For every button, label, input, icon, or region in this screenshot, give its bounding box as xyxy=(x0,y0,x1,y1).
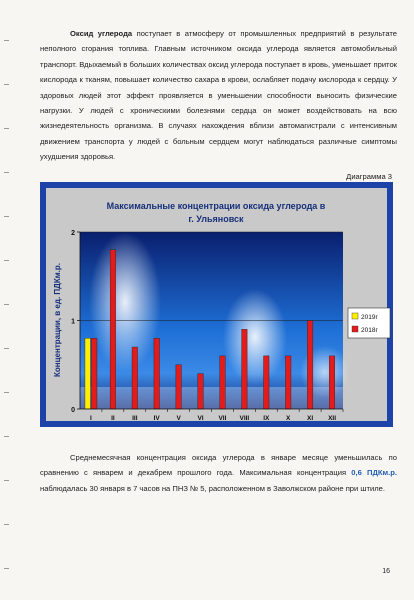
intro-paragraph-text: поступает в атмосферу от промышленных предприятий в результате неполного сгорания топлива. Главным источником оксида углерода является автомобильный транспорт. Вдыхаемый в больших количествах оксид углерода поступает в кровь, уменьшает приток кислорода к тканям, повышает количество сахара в крови, ослабляет подачу кислорода к сердцу. У здоровых людей этот эффект проявляется в уменьшении способности выносить физические нагрузки. У людей с хроническими болезнями сердца он может воздействовать на всю жизнедеятельность организма. В случаях нахождения вблизи автомагистрали с интенсивным движением транспорта у людей с больным сердцем могут наблюдаться различные симптомы ухудшения здоровья. xyxy=(40,29,398,162)
summary-paragraph xyxy=(40,450,397,496)
chart-title-line-1: Максимальные концентрации оксида углерода в xyxy=(106,201,326,211)
legend-label-2019: 2019г xyxy=(361,314,378,321)
bar-2018-V xyxy=(176,365,182,409)
y-tick-label-2: 2 xyxy=(71,230,75,237)
x-tick-label-III: III xyxy=(132,415,138,422)
bar-2018-VII xyxy=(220,356,226,409)
bar-2018-VIII xyxy=(242,329,248,409)
intro-paragraph xyxy=(40,26,397,165)
x-tick-label-IX: IX xyxy=(263,415,270,422)
chart-title-line-2: г. Ульяновск xyxy=(188,214,244,224)
bar-2018-IV xyxy=(154,338,160,409)
bar-2018-III xyxy=(132,347,138,409)
diagram-caption: Диаграмма 3 xyxy=(346,172,392,181)
snowy-tree-left xyxy=(89,232,161,372)
x-tick-label-VII: VII xyxy=(218,415,227,422)
bar-2018-I xyxy=(91,338,97,409)
y-tick-label-0: 0 xyxy=(71,407,75,414)
summary-text-end: наблюдалась 30 января в 7 часов на ПНЗ № 5, расположенном в Заволжском районе при штиле. xyxy=(40,483,385,493)
bar-2018-II xyxy=(110,250,116,409)
concentration-chart xyxy=(40,182,393,427)
bar-2019-I xyxy=(85,338,91,409)
x-tick-label-IV: IV xyxy=(153,415,160,422)
x-tick-label-VI: VI xyxy=(197,415,204,422)
bar-2018-X xyxy=(285,356,291,409)
bar-2018-VI xyxy=(198,374,204,409)
legend xyxy=(348,308,390,338)
x-tick-label-II: II xyxy=(111,415,115,422)
snow-ground xyxy=(80,387,343,409)
term-carbon-monoxide: Оксид углерода xyxy=(70,29,133,38)
x-tick-label-XII: XII xyxy=(328,415,337,422)
legend-swatch-2019 xyxy=(352,313,358,319)
y-axis-label: Концентрации, в ед. ПДКм.р. xyxy=(53,263,62,377)
legend-label-2018: 2018г xyxy=(361,327,378,334)
bar-2018-XI xyxy=(307,321,313,410)
binding-marks xyxy=(4,0,10,600)
snowy-tree-middle xyxy=(223,289,287,385)
bar-2018-XII xyxy=(329,356,335,409)
x-tick-label-I: I xyxy=(90,415,92,422)
x-tick-label-VIII: VIII xyxy=(239,415,250,422)
y-tick-label-1: 1 xyxy=(71,318,75,326)
page-number: 16 xyxy=(382,568,390,575)
bar-2018-IX xyxy=(264,356,270,409)
legend-swatch-2018 xyxy=(352,326,358,332)
x-tick-label-X: X xyxy=(286,415,291,422)
max-concentration-value: 0,6 ПДКм.р. xyxy=(351,468,397,478)
x-tick-label-XI: XI xyxy=(307,415,314,422)
summary-text-start: Среднемесячная концентрация оксида углерода в январе месяце уменьшилась по сравнению с январем и декабрем прошлого года. Максимальная концентрация xyxy=(40,453,397,478)
x-tick-label-V: V xyxy=(176,415,181,422)
